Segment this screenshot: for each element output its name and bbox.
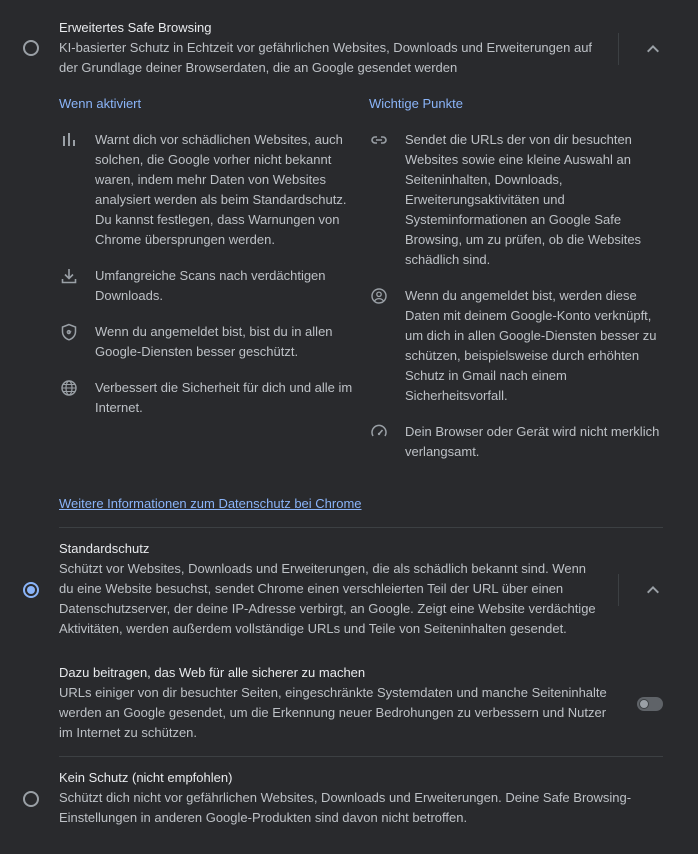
when-on-item [59,322,359,362]
no-protection-title: Kein Schutz (nicht empfohlen) [59,770,233,785]
help-improve-description: URLs einiger von dir besuchter Seiten, eingeschränkte Systemdaten und manche Seiteninhalte werden an Google gesendet, um die Erkennung neuer Bedrohungen zu verbessern und Nutzer im Internet zu schützen. [59,685,607,740]
globe-icon [59,378,79,398]
when-on-item-text: Warnt dich vor schädlichen Websites, auch solchen, die Google vorher nicht bekannt waren, indem mehr Daten von Websites analysiert werden als beim Standardschutz. Du kannst festlegen, dass Warnungen von Chrome übersprungen werden. [95,132,347,247]
bar-chart-icon [59,130,79,150]
enhanced-protection-title: Erweitertes Safe Browsing [59,20,212,35]
no-protection-radio[interactable] [23,791,39,807]
when-on-item [59,378,359,418]
enhanced-protection-description: KI-basierter Schutz in Echtzeit vor gefährlichen Websites, Downloads und Erweiterungen auf der Grundlage deiner Browserdaten, die an Google gesendet werden [59,40,593,75]
key-point-item-text: Wenn du angemeldet bist, werden diese Daten mit deinem Google-Konto verknüpft, um dich in allen Google-Diensten besser zu schützen, beispielsweise durch erhöhten Schutz in Gmail nach einem Sicherheitsvorfall. [405,288,657,403]
standard-protection-description: Schützt vor Websites, Downloads und Erweiterungen, die als schädlich bekannt sind. Wenn du eine Website besuchst, sendet Chrome einen verschleierten Teil der URL über einen Datenschutzserver, der deine IP-Adresse verbirgt, an Google. Zeigt eine Website verdächtige Aktivitäten, werden außerdem vollständige URLs und Teile von Seiteninhalten gesendet. [59,561,596,636]
when-on-heading: Wenn aktiviert [59,96,142,111]
standard-protection-radio[interactable] [23,582,39,598]
link-icon [369,130,389,150]
section-divider [59,527,663,528]
key-point-item [369,286,664,406]
privacy-learn-more-link[interactable]: Weitere Informationen zum Datenschutz bei Chrome [59,496,362,511]
when-on-item [59,266,359,306]
download-icon [59,266,79,286]
key-point-item-text: Sendet die URLs der von dir besuchten Websites sowie eine kleine Auswahl an Seiteninhalten, Downloads, Erweiterungsaktivitäten und Systeminformationen an Google Safe Browsing, um zu prüfen, ob die Websites schädlich sind. [405,132,642,267]
when-on-item-text: Wenn du angemeldet bist, bist du in allen Google-Diensten besser geschützt. [95,324,333,359]
key-point-item [369,422,664,462]
when-on-item [59,130,359,250]
when-on-item-text: Umfangreiche Scans nach verdächtigen Downloads. [95,268,326,303]
section-divider [59,756,663,757]
key-point-item [369,130,664,270]
standard-protection-title: Standardschutz [59,541,150,556]
standard-separator [618,574,619,606]
help-improve-title: Dazu beitragen, das Web für alle sicherer zu machen [59,665,366,680]
key-point-item-text: Dein Browser oder Gerät wird nicht merklich verlangsamt. [405,424,660,459]
speed-icon [369,422,389,442]
key-points-heading: Wichtige Punkte [369,96,463,111]
google-shield-icon [59,322,79,342]
standard-collapse-chevron-icon[interactable] [641,578,665,602]
enhanced-separator [618,33,619,65]
no-protection-description: Schützt dich nicht vor gefährlichen Websites, Downloads und Erweiterungen. Deine Safe Browsing-Einstellungen in anderen Google-Produkten sind davon nicht betroffen. [59,790,632,825]
enhanced-collapse-chevron-icon[interactable] [641,37,665,61]
account-circle-icon [369,286,389,306]
enhanced-protection-radio[interactable] [23,40,39,56]
toggle-knob [639,699,649,709]
when-on-item-text: Verbessert die Sicherheit für dich und alle im Internet. [95,380,353,415]
help-improve-toggle[interactable] [637,697,663,711]
